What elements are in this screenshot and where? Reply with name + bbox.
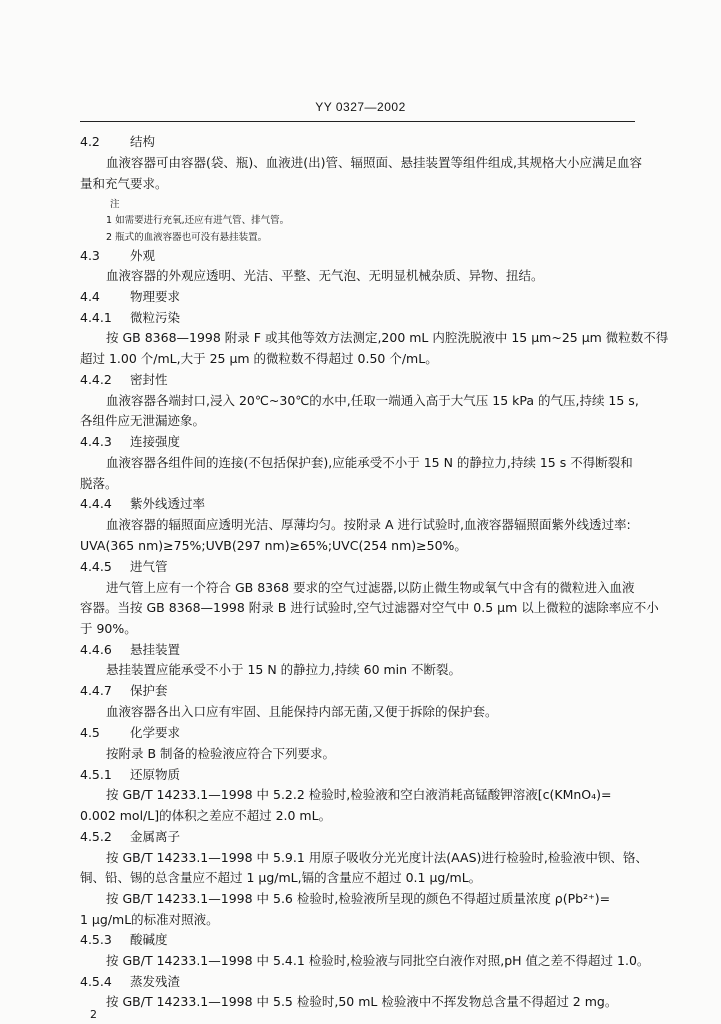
section-title: 酸碱度 (130, 932, 168, 947)
paragraph: 脱落。 (80, 476, 118, 491)
paragraph: UVA(365 nm)≥75%;UVB(297 nm)≥65%;UVC(254 nm)≥50%。 (80, 538, 467, 553)
section-4-2-heading (80, 134, 155, 150)
section-number: 4.4 (80, 289, 100, 304)
paragraph: 量和充气要求。 (80, 176, 168, 191)
section-title: 结构 (130, 134, 156, 149)
page-number: 2 (90, 1008, 97, 1021)
section-number: 4.4.1 (80, 310, 112, 325)
paragraph: 血液容器的辐照面应透明光洁、厚薄均匀。按附录 A 进行试验时,血液容器辐照面紫外线透过率: (106, 517, 631, 532)
section-4-3-heading (80, 248, 155, 264)
section-number: 4.5.3 (80, 932, 112, 947)
section-number: 4.4.3 (80, 434, 112, 449)
section-title: 进气管 (130, 559, 168, 574)
note-item: 2 瓶式的血液容器也可没有悬挂装置。 (106, 232, 268, 243)
paragraph: 超过 1.00 个/mL,大于 25 μm 的微粒数不得超过 0.50 个/mL。 (80, 351, 438, 366)
section-number: 4.5.4 (80, 974, 112, 989)
section-number: 4.3 (80, 248, 100, 263)
section-4-4-3-heading (80, 434, 180, 450)
section-title: 外观 (130, 248, 156, 263)
paragraph: 按 GB/T 14233.1—1998 中 5.5 检验时,50 mL 检验液中不挥发物总含量不得超过 2 mg。 (106, 994, 618, 1009)
section-4-4-7-heading (80, 683, 168, 699)
paragraph: 按 GB/T 14233.1—1998 中 5.4.1 检验时,检验液与同批空白液作对照,pH 值之差不得超过 1.0。 (106, 953, 650, 968)
header-rule (80, 121, 635, 122)
section-title: 化学要求 (130, 725, 181, 740)
section-number: 4.4.2 (80, 372, 112, 387)
section-4-5-4-heading (80, 974, 180, 990)
standard-code-header: YY 0327—2002 (315, 100, 406, 114)
paragraph: 按 GB/T 14233.1—1998 中 5.6 检验时,检验液所呈现的颜色不得超过质量浓度 ρ(Pb²⁺)= (106, 891, 611, 906)
note-label: 注 (110, 199, 120, 210)
section-number: 4.5 (80, 725, 100, 740)
section-title: 密封性 (130, 372, 168, 387)
section-4-4-1-heading (80, 310, 180, 326)
paragraph: 按 GB 8368—1998 附录 F 或其他等效方法测定,200 mL 内腔洗脱液中 15 μm~25 μm 微粒数不得 (106, 330, 669, 345)
paragraph: 0.002 mol/L]的体积之差应不超过 2.0 mL。 (80, 808, 332, 823)
paragraph: 血液容器各出入口应有牢固、且能保持内部无菌,又便于拆除的保护套。 (106, 704, 498, 719)
section-4-4-6-heading (80, 642, 180, 658)
section-title: 蒸发残渣 (130, 974, 181, 989)
section-title: 保护套 (130, 683, 168, 698)
note-item: 1 如需要进行充氧,还应有进气管、排气管。 (106, 215, 290, 226)
section-4-4-4-heading (80, 496, 205, 512)
paragraph: 按 GB/T 14233.1—1998 中 5.2.2 检验时,检验液和空白液消耗高锰酸钾溶液[c(KMnO₄)= (106, 787, 612, 802)
section-number: 4.4.4 (80, 496, 112, 511)
paragraph: 进气管上应有一个符合 GB 8368 要求的空气过滤器,以防止微生物或氧气中含有的微粒进入血液 (106, 580, 635, 595)
paragraph: 容器。当按 GB 8368—1998 附录 B 进行试验时,空气过滤器对空气中 0.5 μm 以上微粒的滤除率应不小 (80, 600, 659, 615)
section-title: 悬挂装置 (130, 642, 181, 657)
section-title: 物理要求 (130, 289, 181, 304)
paragraph: 各组件应无泄漏迹象。 (80, 413, 206, 428)
section-number: 4.4.7 (80, 683, 112, 698)
section-title: 紫外线透过率 (130, 496, 206, 511)
paragraph: 血液容器可由容器(袋、瓶)、血液进(出)管、辐照面、悬挂装置等组件组成,其规格大小应满足血容 (106, 155, 642, 170)
section-number: 4.4.5 (80, 559, 112, 574)
section-4-5-heading (80, 725, 180, 741)
section-number: 4.5.2 (80, 829, 112, 844)
section-number: 4.4.6 (80, 642, 112, 657)
section-4-4-2-heading (80, 372, 168, 388)
section-title: 连接强度 (130, 434, 181, 449)
paragraph: 1 μg/mL的标准对照液。 (80, 912, 219, 927)
section-title: 金属离子 (130, 829, 181, 844)
section-4-4-5-heading (80, 559, 168, 575)
section-4-4-heading (80, 289, 180, 305)
section-number: 4.2 (80, 134, 100, 149)
paragraph: 铜、铅、锡的总含量应不超过 1 μg/mL,镉的含量应不超过 0.1 μg/mL。 (80, 870, 482, 885)
paragraph: 血液容器的外观应透明、光洁、平整、无气泡、无明显机械杂质、异物、扭结。 (106, 268, 544, 283)
section-number: 4.5.1 (80, 767, 112, 782)
section-title: 还原物质 (130, 767, 181, 782)
paragraph: 按 GB/T 14233.1—1998 中 5.9.1 用原子吸收分光光度计法(AAS)进行检验时,检验液中钡、铬、 (106, 850, 648, 865)
paragraph: 悬挂装置应能承受不小于 15 N 的静拉力,持续 60 min 不断裂。 (106, 662, 462, 677)
paragraph: 按附录 B 制备的检验液应符合下列要求。 (106, 746, 336, 761)
paragraph: 血液容器各端封口,浸入 20℃~30℃的水中,任取一端通入高于大气压 15 kPa 的气压,持续 15 s, (106, 393, 639, 408)
section-4-5-1-heading (80, 767, 180, 783)
section-title: 微粒污染 (130, 310, 181, 325)
section-4-5-3-heading (80, 932, 168, 948)
paragraph: 于 90%。 (80, 621, 137, 636)
paragraph: 血液容器各组件间的连接(不包括保护套),应能承受不小于 15 N 的静拉力,持续 15 s 不得断裂和 (106, 455, 633, 470)
section-4-5-2-heading (80, 829, 180, 845)
